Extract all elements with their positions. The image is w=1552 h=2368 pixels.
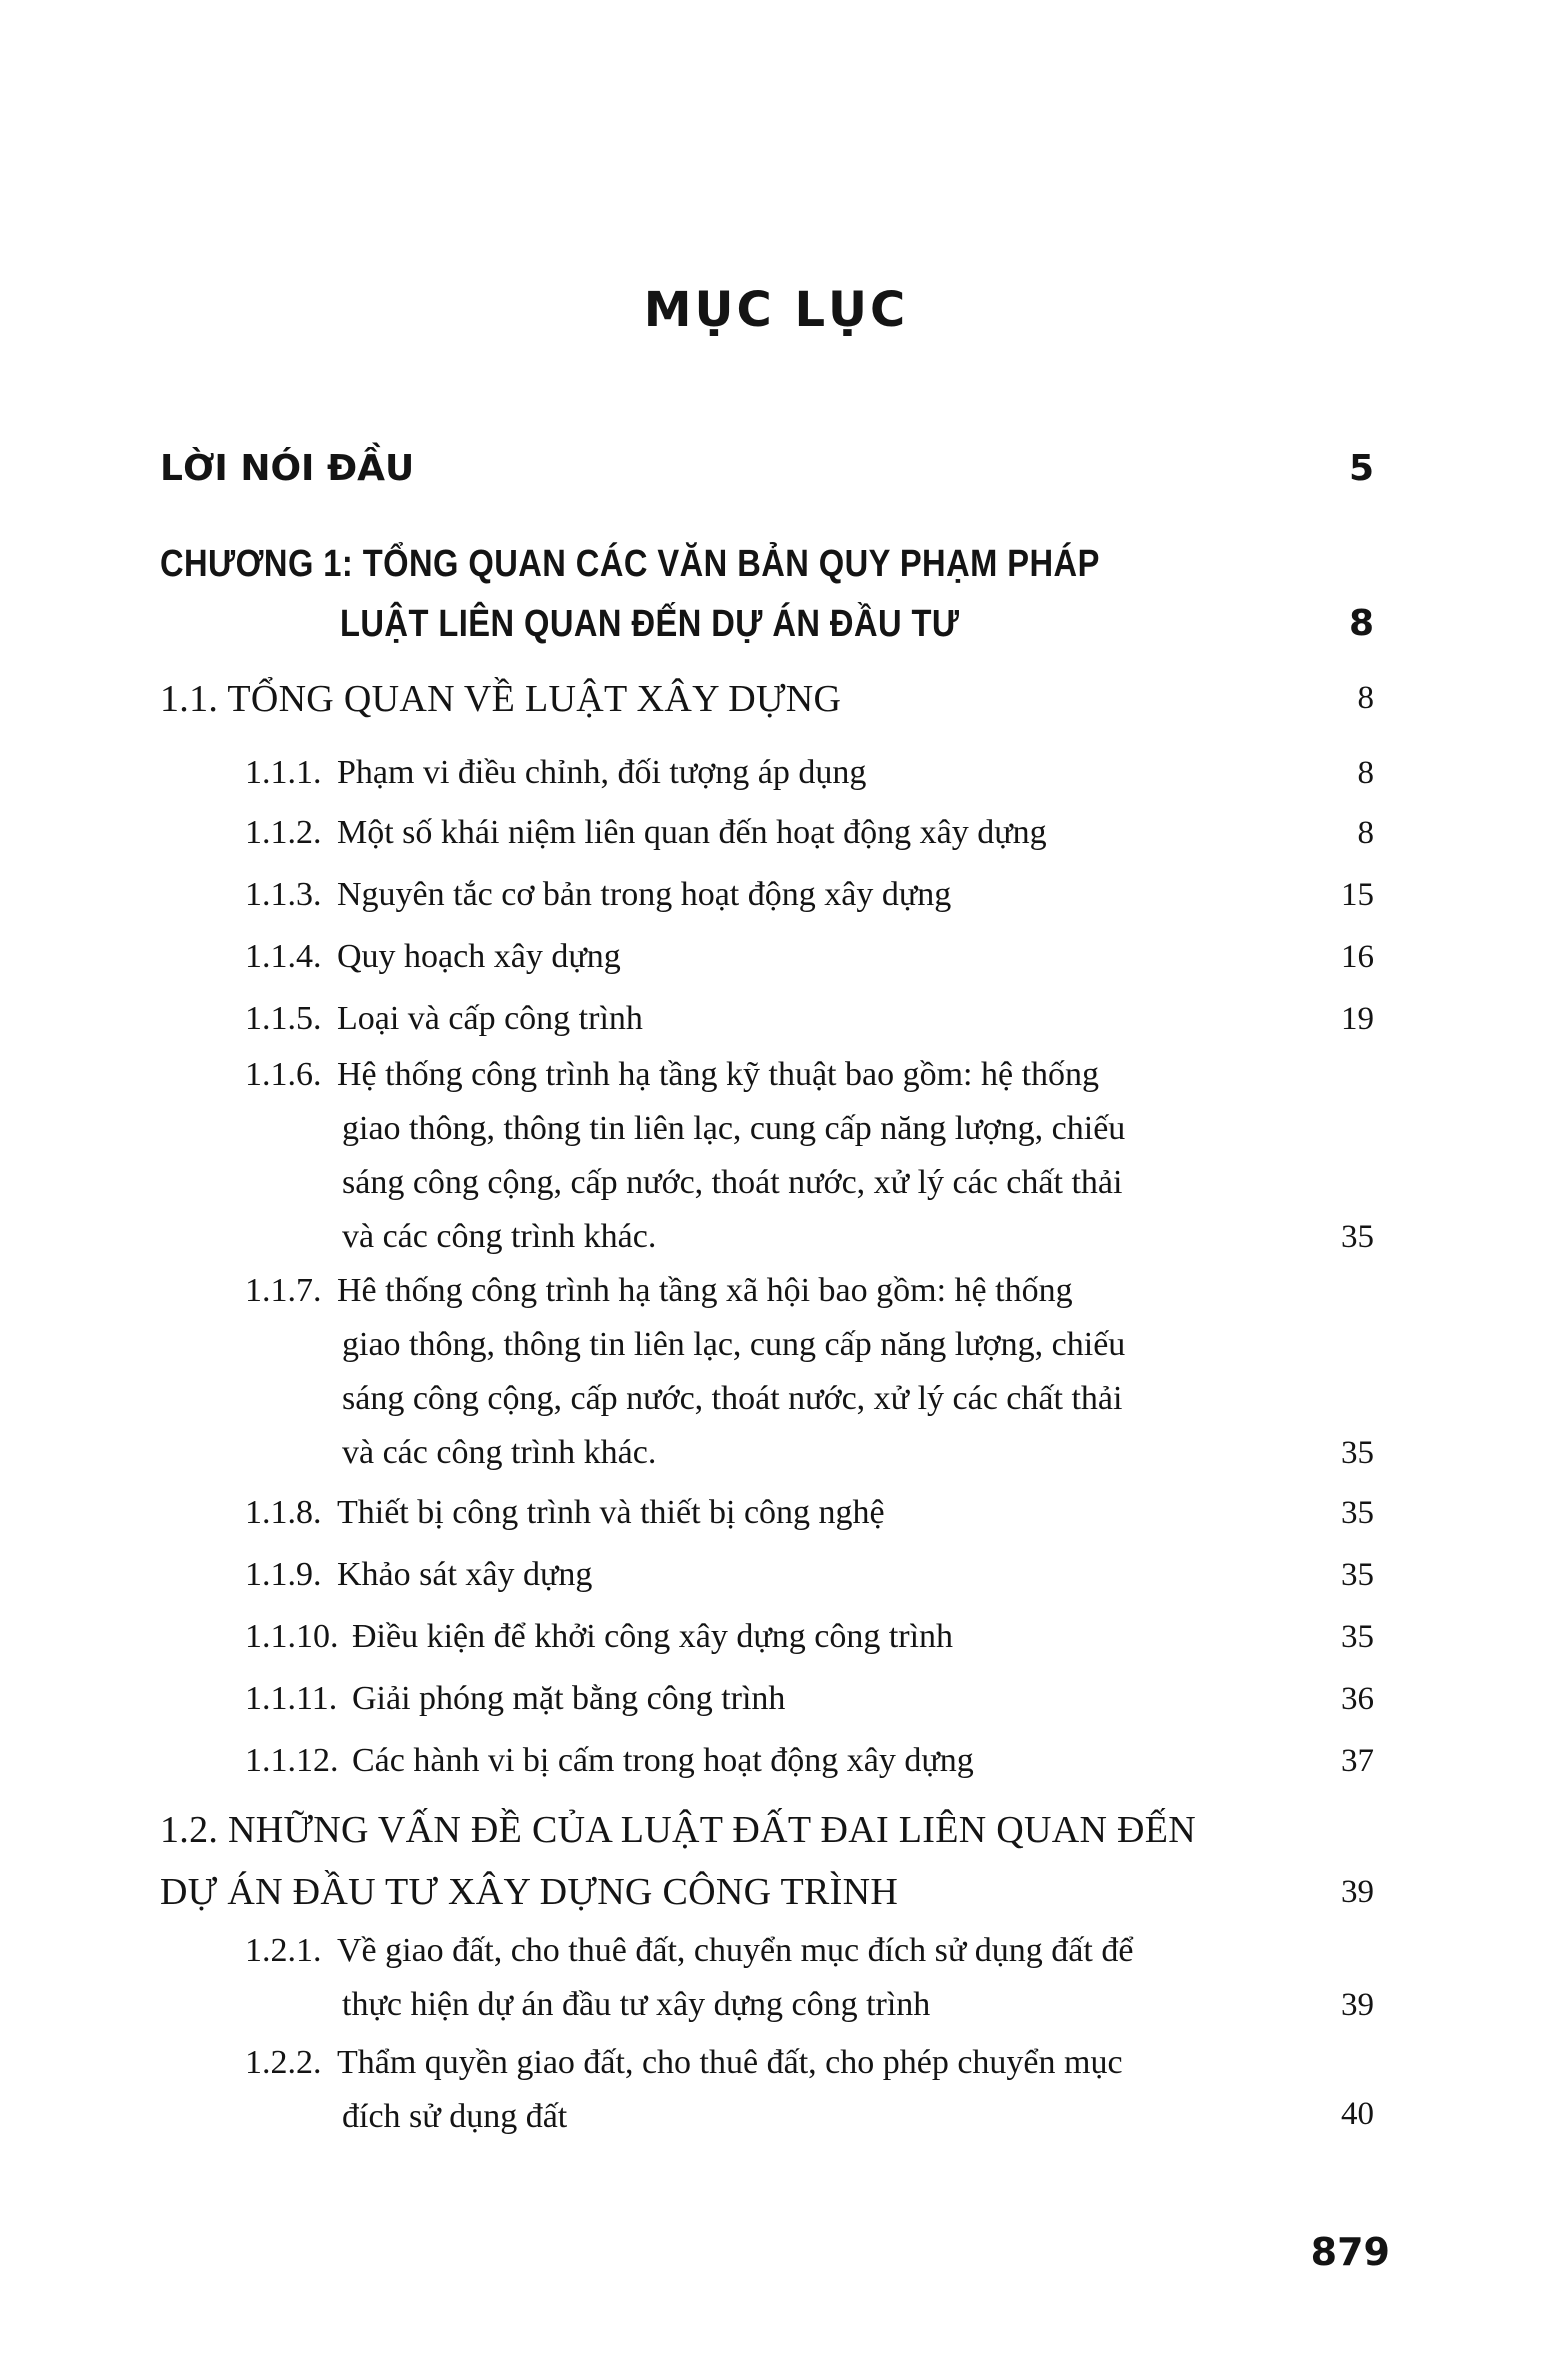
toc-section-1-2-line2: DỰ ÁN ĐẦU TƯ XÂY DỰNG CÔNG TRÌNH xyxy=(160,1871,899,1913)
toc-item-num: 1.1.11. xyxy=(245,1680,338,1717)
toc-item-page: 15 xyxy=(1341,877,1374,913)
page-title: MỤC LỤC xyxy=(643,282,909,338)
toc-item-text-line: và các công trình khác. xyxy=(342,1434,657,1471)
toc-item-page: 40 xyxy=(1341,2096,1374,2132)
toc-item-page: 35 xyxy=(1341,1557,1374,1593)
toc-item-num: 1.1.10. xyxy=(245,1618,339,1655)
toc-item-text: Điều kiện để khởi công xây dựng công trình xyxy=(352,1618,954,1655)
page-number: 879 xyxy=(1310,2230,1390,2274)
toc-item-text-line: thực hiện dự án đầu tư xây dựng công trình xyxy=(342,1986,931,2023)
toc-item-text: Thiết bị công trình và thiết bị công nghệ xyxy=(337,1494,885,1531)
toc-preface-label: LỜI NÓI ĐẦU xyxy=(160,448,415,489)
toc-item-page: 8 xyxy=(1357,815,1374,851)
toc-item-page: 35 xyxy=(1341,1435,1374,1471)
toc-item-text-line: Thẩm quyền giao đất, cho thuê đất, cho phép chuyển mục xyxy=(337,2044,1123,2081)
toc-item-page: 35 xyxy=(1341,1619,1374,1655)
toc-item-text: Khảo sát xây dựng xyxy=(337,1556,593,1593)
toc-item-num: 1.1.5. xyxy=(245,1000,322,1037)
toc-preface-page: 5 xyxy=(1348,448,1374,489)
toc-section-1-2-page: 39 xyxy=(1341,1874,1374,1910)
toc-item-num: 1.1.9. xyxy=(245,1556,322,1593)
toc-item-text-line: giao thông, thông tin liên lạc, cung cấp năng lượng, chiếu xyxy=(342,1110,1126,1147)
toc-item-num: 1.1.12. xyxy=(245,1742,339,1779)
toc-item-page: 35 xyxy=(1341,1219,1374,1255)
toc-item-text-line: Hệ thống công trình hạ tầng kỹ thuật bao gồm: hệ thống xyxy=(337,1056,1100,1093)
toc-item-page: 16 xyxy=(1341,939,1374,975)
toc-item-num: 1.1.1. xyxy=(245,754,322,791)
toc-item-text: Các hành vi bị cấm trong hoạt động xây dựng xyxy=(352,1742,974,1779)
toc-chapter-title-line2: LUẬT LIÊN QUAN ĐẾN DỰ ÁN ĐẦU TƯ xyxy=(340,603,960,645)
toc-section-1-1-page: 8 xyxy=(1357,680,1374,716)
toc-item-num: 1.2.2. xyxy=(245,2044,322,2081)
toc-item-num: 1.1.8. xyxy=(245,1494,322,1531)
toc-item-text-line: sáng công cộng, cấp nước, thoát nước, xử lý các chất thải xyxy=(342,1164,1123,1201)
toc-item-page: 35 xyxy=(1341,1495,1374,1531)
toc-item-text: Phạm vi điều chỉnh, đối tượng áp dụng xyxy=(337,754,867,791)
toc-item-num: 1.1.3. xyxy=(245,876,322,913)
toc-item-num: 1.2.1. xyxy=(245,1932,322,1969)
toc-item-num: 1.1.2. xyxy=(245,814,322,851)
toc-item-text: Loại và cấp công trình xyxy=(337,1000,643,1037)
toc-item-page: 8 xyxy=(1357,755,1374,791)
toc-chapter-page: 8 xyxy=(1348,603,1374,644)
toc-item-page: 39 xyxy=(1341,1987,1374,2023)
toc-item-text-line: Hê thống công trình hạ tầng xã hội bao gồm: hệ thống xyxy=(337,1272,1073,1309)
toc-item-text-line: giao thông, thông tin liên lạc, cung cấp năng lượng, chiếu xyxy=(342,1326,1126,1363)
toc-item-page: 36 xyxy=(1341,1681,1374,1717)
toc-item-text-line: và các công trình khác. xyxy=(342,1218,657,1255)
toc-section-1-1-label: 1.1. TỔNG QUAN VỀ LUẬT XÂY DỰNG xyxy=(160,678,842,720)
toc-item-text-line: đích sử dụng đất xyxy=(342,2098,568,2135)
toc-chapter-title-line1: CHƯƠNG 1: TỔNG QUAN CÁC VĂN BẢN QUY PHẠM PHÁP xyxy=(160,543,1100,585)
toc-item-num: 1.1.7. xyxy=(245,1272,322,1309)
toc-item-text: Nguyên tắc cơ bản trong hoạt động xây dựng xyxy=(337,876,952,913)
toc-item-text-line: sáng công cộng, cấp nước, thoát nước, xử lý các chất thải xyxy=(342,1380,1123,1417)
toc-item-text: Giải phóng mặt bằng công trình xyxy=(352,1680,786,1717)
toc-item-num: 1.1.6. xyxy=(245,1056,322,1093)
toc-item-text: Một số khái niệm liên quan đến hoạt động xây dựng xyxy=(337,814,1047,851)
toc-item-text: Quy hoạch xây dựng xyxy=(337,938,621,975)
toc-item-page: 37 xyxy=(1341,1743,1374,1779)
toc-item-text-line: Về giao đất, cho thuê đất, chuyển mục đích sử dụng đất để xyxy=(337,1932,1134,1969)
toc-section-1-2-line1: 1.2. NHỮNG VẤN ĐỀ CỦA LUẬT ĐẤT ĐAI LIÊN QUAN ĐẾN xyxy=(160,1809,1197,1851)
toc-item-page: 19 xyxy=(1341,1001,1374,1037)
toc-item-num: 1.1.4. xyxy=(245,938,322,975)
